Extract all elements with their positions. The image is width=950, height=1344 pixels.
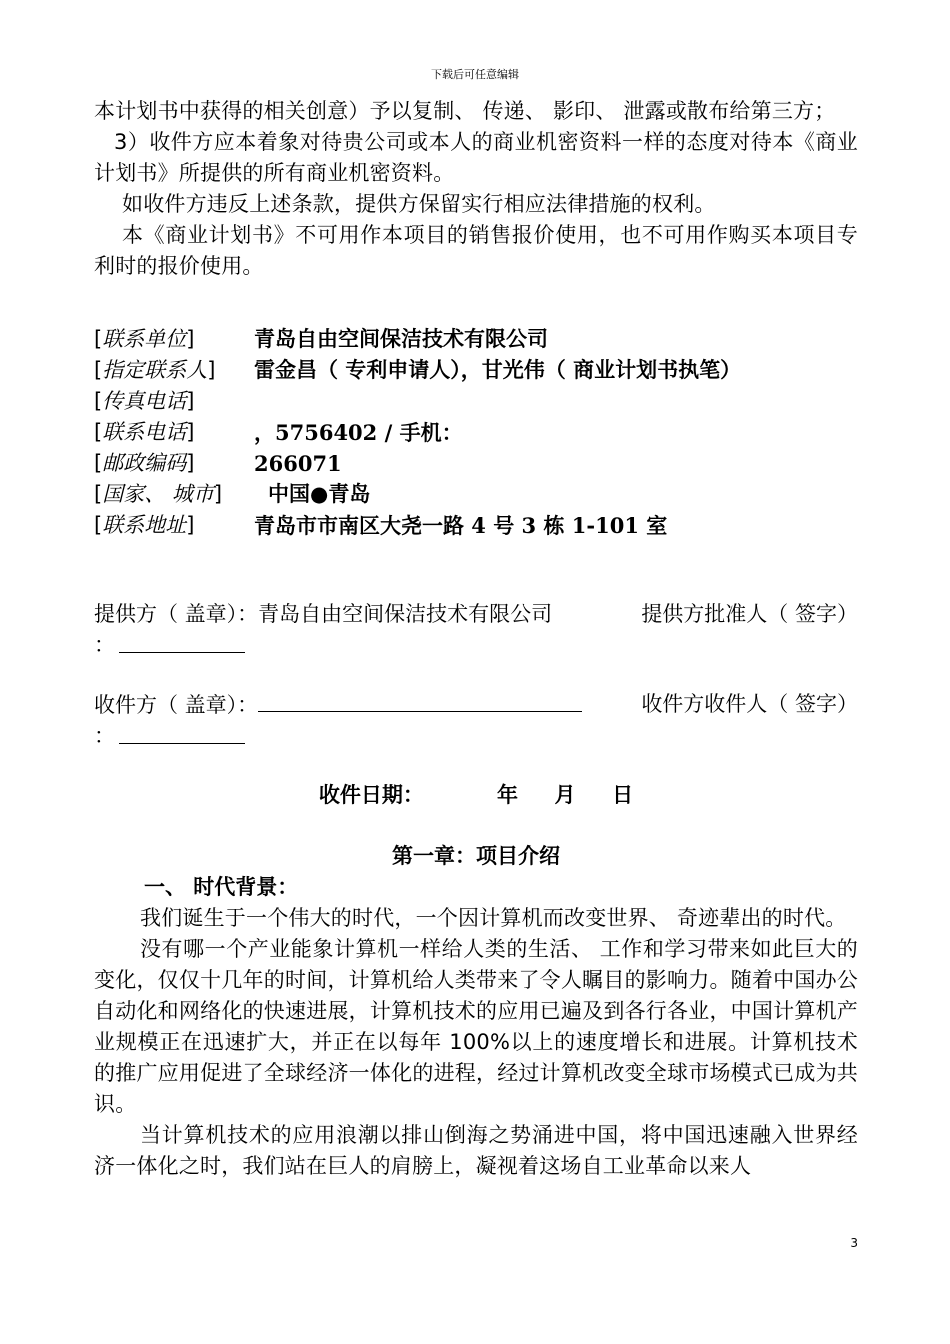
chapter-title: 第一章：项目介绍 <box>392 844 560 868</box>
body-paragraph-3: 当计算机技术的应用浪潮以排山倒海之势涌进中国，将中国迅速融入世界经济一体化之时，我们站在巨人的肩膀上，凝视着这场自工业革命以来人 <box>94 1123 858 1178</box>
receiver-signature-line[interactable] <box>119 721 245 744</box>
receiver-row <box>94 689 858 721</box>
paragraph-confidentiality-end: 本计划书中获得的相关创意）予以复制、 传递、 影印、 泄露或散布给第三方； <box>94 99 836 123</box>
contact-label: [国家、 城市] <box>94 482 223 506</box>
signature-block <box>94 599 858 752</box>
contact-row-fax <box>94 386 858 417</box>
paragraph-not-quotation: 本《商业计划书》不可用作本项目的销售报价使用，也不可用作购买本项目专利时的报价使用。 <box>94 223 858 278</box>
contact-label: [联系单位] <box>94 327 195 351</box>
contact-row-person <box>94 355 858 386</box>
document-body <box>94 96 858 1182</box>
contact-value: 中国●青岛 <box>268 482 371 506</box>
contact-row-zip <box>94 448 858 479</box>
provider-row <box>94 599 858 630</box>
contact-label: [联系地址] <box>94 513 195 537</box>
contact-label: [联系电话] <box>94 420 195 444</box>
receiver-seal-label: 收件方（ 盖章）： <box>94 693 259 717</box>
contact-value: 雷金昌（ 专利申请人），甘光伟（ 商业计划书执笔） <box>254 358 742 382</box>
paragraph-clause-3: 3）收件方应本着象对待贵公司或本人的商业机密资料一样的态度对待本《商业计划书》所提供的所有商业机密资料。 <box>94 130 858 185</box>
body-paragraph-1: 我们诞生于一个伟大的时代，一个因计算机而改变世界、 奇迹辈出的时代。 <box>140 906 847 930</box>
contact-row-address <box>94 510 858 541</box>
paragraph-violation: 如收件方违反上述条款，提供方保留实行相应法律措施的权利。 <box>122 192 716 216</box>
receiver-seal-group <box>94 689 582 721</box>
page-number: 3 <box>850 1236 858 1250</box>
contact-block <box>94 324 858 541</box>
provider-signature-row <box>94 630 858 661</box>
receiver-signature-row <box>94 721 858 752</box>
receiver-person-label: 收件方收件人（ 签字） <box>641 692 858 716</box>
contact-label: [邮政编码] <box>94 451 195 475</box>
contact-value: 青岛自由空间保洁技术有限公司 <box>254 327 548 351</box>
receipt-date: 收件日期： 年 月 日 <box>318 783 634 807</box>
colon: ： <box>94 633 115 657</box>
provider-signature-line[interactable] <box>119 630 245 653</box>
section-title: 一、 时代背景： <box>144 875 299 899</box>
contact-row-city <box>94 479 858 510</box>
contact-value: ，5756402 / 手机： <box>254 420 463 445</box>
provider-seal-label: 提供方（ 盖章）：青岛自由空间保洁技术有限公司 <box>94 602 553 626</box>
contact-label: [传真电话] <box>94 389 195 413</box>
page-header: 下载后可任意编辑 <box>431 68 519 81</box>
contact-value: 266071 <box>254 451 342 476</box>
receiver-seal-line[interactable] <box>258 689 582 712</box>
contact-label: [指定联系人] <box>94 358 216 382</box>
contact-row-phone <box>94 417 858 448</box>
contact-row-unit <box>94 324 858 355</box>
provider-approver-label: 提供方批准人（ 签字） <box>641 602 858 626</box>
contact-value: 青岛市市南区大尧一路 4 号 3 栋 1-101 室 <box>254 513 668 538</box>
body-paragraph-2: 没有哪一个产业能象计算机一样给人类的生活、 工作和学习带来如此巨大的变化，仅仅十几年的时间，计算机给人类带来了令人瞩目的影响力。随着中国办公自动化和网络化的快速进展，计算机技术的应用已遍及到各行各业，中国计算机产业规模正在迅速扩大，并正在以每年 100%以上的速度增长和进展。计算机技术的推广应用促进了全球经济一体化的进程，经过计算机改变全球市场模式已成为共识。 <box>94 937 858 1116</box>
colon: ： <box>94 724 115 748</box>
